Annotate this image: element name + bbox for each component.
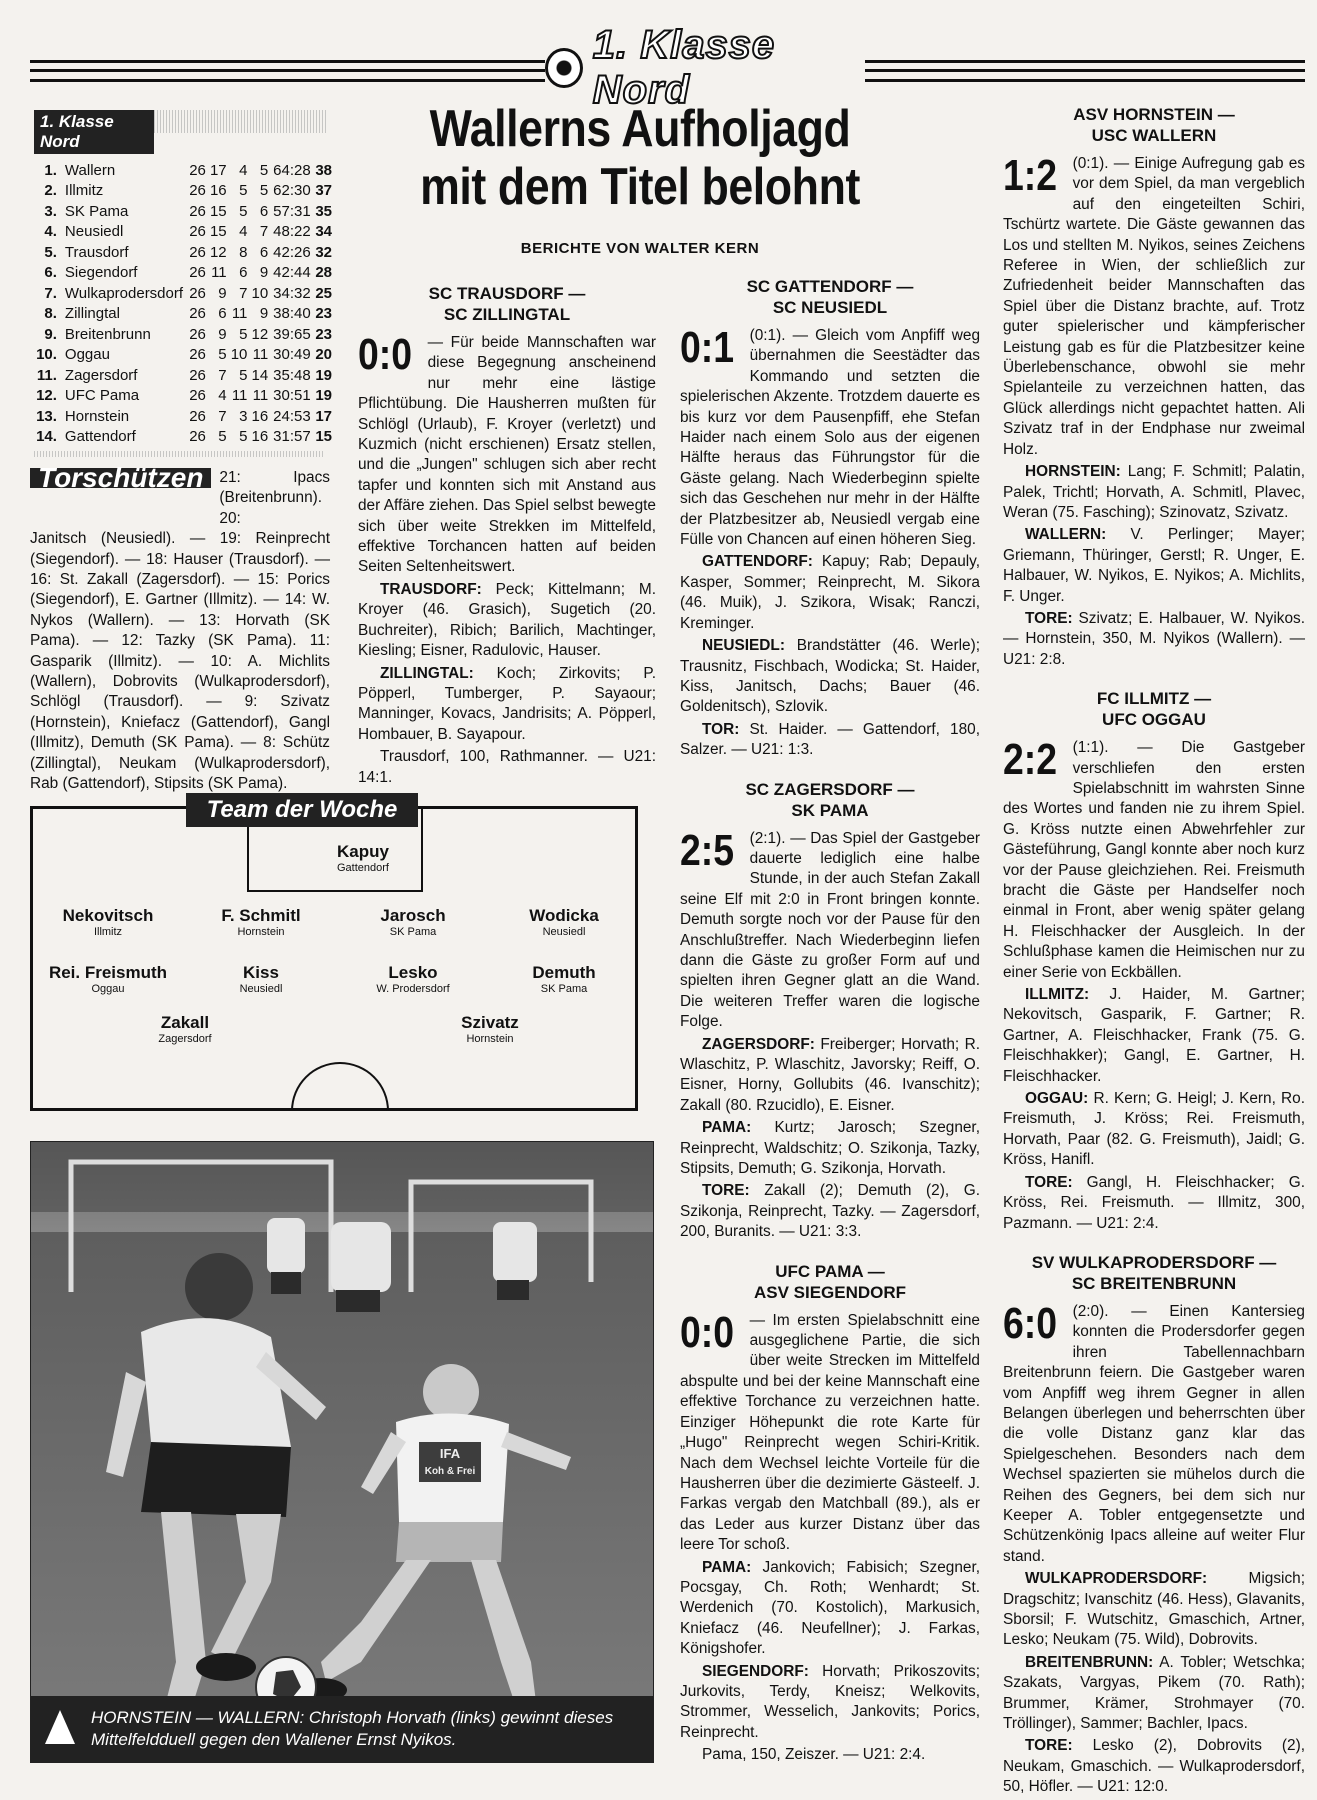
standings-row	[34, 222, 334, 243]
match-report	[358, 283, 656, 788]
standings-cell-d: 4	[239, 161, 248, 179]
section-title	[545, 23, 865, 112]
match-away-team: SC BREITENBRUNN	[1071, 1273, 1237, 1293]
lineup-players: R. Kern; G. Heigl; J. Kern, Ro. Freismuth, J. Kröss; Rei. Freismuth, Horvath, Paar (82. G. Freismuth), Jaidl; G. Kröss, Hanifl.	[1003, 1090, 1306, 1169]
standings-cell-pos: 14.	[36, 428, 57, 446]
match-lineup	[1003, 525, 1305, 607]
standings-cell-w: 15	[209, 202, 227, 220]
standings-cell-goals: 57:31	[273, 202, 311, 220]
player-club: Illmitz	[93, 926, 123, 938]
standings-cell-w: 5	[218, 346, 227, 364]
lineup-team: ZAGERSDORF:	[702, 1035, 815, 1053]
lineup-team: PAMA:	[702, 1119, 752, 1137]
lineup-team: ILLMITZ:	[1025, 986, 1090, 1004]
standings-cell-sp: 26	[189, 182, 206, 200]
standings-cell-sp: 26	[189, 387, 206, 405]
standings-cell-pos: 3.	[44, 202, 57, 220]
standings-row	[34, 406, 334, 427]
standings-cell-d: 3	[239, 407, 248, 425]
standings-cell-d: 11	[231, 305, 248, 323]
headline-line-2: mit dem Titel belohnt	[420, 158, 860, 216]
player-name: F. Schmitl	[221, 906, 301, 925]
standings-row	[34, 263, 334, 284]
standings-cell-team: Breitenbrunn	[64, 325, 151, 343]
standings-cell-pos: 6.	[44, 264, 57, 282]
lineup-players: Migsich; Dragschitz; Ivanschitz (46. Hess), Glavanits, Sborsil; F. Wutschitz, Gmaschich, Artner, Lesko; Neukam (75. Wild), Dobrovits.	[1003, 1570, 1305, 1649]
standings-cell-pos: 11.	[36, 366, 57, 384]
standings-cell-w: 4	[218, 387, 227, 405]
standings-cell-team: Hornstein	[64, 407, 130, 425]
match-lineup	[680, 1662, 980, 1744]
header-rule-right	[865, 60, 1305, 82]
standings-cell-pts: 28	[315, 264, 332, 282]
standings-table	[34, 160, 334, 447]
match-home-team: FC ILLMITZ —	[1096, 689, 1212, 709]
standings-cell-pts: 23	[315, 325, 332, 343]
standings-cell-team: Zagersdorf	[64, 366, 138, 384]
match-lineup	[358, 580, 656, 662]
lineup-players: Gangl, H. Fleischhacker; G. Kröss, Rei. Freismuth. — Illmitz, 300, Pazmann. — U21: 2:4.	[1003, 1173, 1305, 1232]
standings-cell-w: 15	[209, 223, 227, 241]
player-name: Wodicka	[529, 906, 599, 925]
team-of-week-player	[489, 963, 639, 996]
match-report-text: — Für beide Mannschaften war diese Begegnung anscheinend nur mehr eine lästige Pflichtübung. Die Hausherren mußten für Schlögl (Urlaub), F. Kroyer (verletzt) und Kuzmich (nicht erschienen) Ersatz stellen, und die „Jungen" schlugen sich aber recht tapfer und konnten sich mit Anstand aus der Affäre ziehen. Das Spiel selbst bewegte sich über weite Strekken im Mittelfeld, effektive Torchancen hatten auf beiden Seiten Seltenheitswert.	[358, 334, 656, 576]
standings-cell-goals: 38:40	[273, 305, 311, 323]
standings-cell-l: 9	[259, 264, 269, 282]
standings-cell-sp: 26	[189, 366, 206, 384]
standings-title: 1. Klasse Nord	[34, 110, 154, 154]
lineup-team: TOR:	[702, 720, 740, 738]
standings-cell-l: 16	[251, 428, 269, 446]
standings-cell-w: 7	[218, 407, 227, 425]
match-photo-image	[31, 1142, 654, 1763]
player-club: Gattendorf	[337, 862, 389, 874]
match-report	[680, 1261, 980, 1766]
lineup-team: WULKAPRODERSDORF:	[1025, 1570, 1208, 1588]
lineup-players: Peck; Kittelmann; M. Kroyer (46. Grasich), Sugetich (20. Buchreiter), Ribich; Barilich, Machtinger, Kiesling; Eisner, Radulovic, Hauser.	[358, 580, 656, 660]
standings-title-screen	[154, 110, 326, 133]
player-club: Hornstein	[237, 926, 285, 938]
match-halftime: (2:1).	[749, 829, 786, 847]
standings-row	[34, 365, 334, 386]
match-halftime: (0:1).	[1072, 155, 1109, 172]
football-icon	[545, 48, 583, 88]
standings-panel	[34, 110, 334, 457]
scorers-text-first: 21: Ipacs (Breitenbrunn). 20:	[219, 469, 330, 527]
match-score: 2:2	[1003, 735, 1058, 785]
standings-cell-pts: 32	[315, 243, 332, 261]
standings-cell-goals: 24:53	[273, 407, 311, 425]
standings-cell-sp: 26	[189, 407, 206, 425]
standings-row	[34, 242, 334, 263]
headline-block	[370, 100, 910, 216]
match-lineup	[680, 1558, 980, 1660]
standings-row	[34, 160, 334, 181]
standings-cell-l: 10	[251, 284, 269, 302]
team-of-week-player	[33, 906, 183, 939]
standings-cell-pos: 8.	[44, 305, 57, 323]
player-club: Zagersdorf	[158, 1033, 212, 1045]
standings-cell-pos: 9.	[44, 325, 57, 343]
lineup-players: A. Tobler; Wetschka; Szakats, Vargyas, Pikem (70. Rath); Brummer, Krämer, Strohmayer (70. Tröllinger), Sammer; Bachler, Ipacs.	[1003, 1653, 1305, 1733]
standings-cell-goals: 34:32	[273, 284, 311, 302]
standings-cell-goals: 30:49	[273, 346, 311, 364]
lineup-team: TORE:	[1025, 1737, 1073, 1755]
player-club: SK Pama	[389, 926, 437, 938]
standings-cell-goals: 64:28	[273, 161, 311, 179]
match-lineup	[680, 552, 980, 634]
photo-caption-text: Christoph Horvath (links) gewinnt dieses Mittelfeldduell gegen den Wallener Ernst Nyikos.	[91, 1708, 614, 1749]
match-score: 0:0	[358, 330, 413, 379]
standings-cell-l: 5	[259, 161, 269, 179]
standings-cell-goals: 42:26	[273, 243, 311, 261]
headline-line-1: Wallerns Aufholjagd	[429, 100, 851, 158]
lineup-team: TRAUSDORF:	[380, 580, 482, 598]
standings-cell-goals: 48:22	[273, 223, 311, 241]
match-away-team: UFC OGGAU	[1102, 710, 1206, 730]
lineup-team: ZILLINGTAL:	[380, 664, 474, 682]
lineup-team: TORE:	[1025, 1173, 1073, 1191]
standings-cell-pts: 15	[315, 428, 332, 446]
match-lineup	[680, 1035, 980, 1117]
match-lineup	[1003, 1173, 1305, 1234]
standings-cell-pts: 23	[315, 305, 332, 323]
standings-cell-w: 16	[209, 182, 227, 200]
scorers-title: Torschützen	[30, 468, 211, 488]
player-club: SK Pama	[540, 983, 588, 995]
scorers-box	[30, 462, 330, 795]
standings-cell-d: 4	[239, 223, 248, 241]
match-report	[1003, 1252, 1305, 1798]
match-lineup	[1003, 985, 1305, 1087]
standings-cell-goals: 42:44	[273, 264, 311, 282]
team-of-week-player	[338, 906, 488, 939]
column-3	[1003, 104, 1305, 1800]
standings-cell-w: 12	[209, 243, 227, 261]
standings-cell-d: 8	[239, 243, 248, 261]
match-lineup	[358, 664, 656, 746]
match-home-team: SC ZAGERSDORF —	[745, 779, 915, 799]
match-away-team: ASV SIEGENDORF	[753, 1282, 907, 1302]
player-name: Szivatz	[461, 1013, 519, 1032]
standings-cell-team: Oggau	[64, 346, 110, 364]
lineup-team: TORE:	[702, 1182, 750, 1200]
standings-cell-w: 9	[218, 325, 227, 343]
match-report	[1003, 688, 1305, 1234]
match-home-team: SV WULKAPRODERSDORF —	[1031, 1252, 1277, 1272]
standings-row	[34, 324, 334, 345]
standings-cell-d: 5	[239, 366, 248, 384]
match-home-team: SC TRAUSDORF —	[428, 284, 586, 303]
lineup-players: Brandstätter (46. Werle); Trausnitz, Fischbach, Wodicka; St. Haider, Kiss, Janitsch, Dachs; Bauer (46. Goldenitsch), Szlovik.	[680, 637, 980, 716]
standings-cell-l: 7	[259, 223, 269, 241]
standings-cell-d: 5	[239, 182, 248, 200]
match-score: 1:2	[1003, 151, 1058, 200]
standings-cell-l: 5	[259, 182, 269, 200]
standings-cell-w: 9	[218, 284, 227, 302]
column-1	[358, 283, 656, 790]
standings-cell-w: 11	[211, 264, 227, 282]
standings-cell-goals: 39:65	[273, 325, 311, 343]
lineup-players: Koch; Zirkovits; P. Pöpperl, Tumberger, P. Sayaour; Manninger, Kovacs, Jandrisits; A. Pöpperl, Hombauer, B. Sayapour.	[358, 664, 656, 743]
standings-cell-team: SK Pama	[64, 202, 129, 220]
match-score: 0:1	[680, 323, 735, 372]
match-lineup	[1003, 609, 1305, 670]
match-halftime: (0:1).	[749, 327, 786, 344]
match-home-team: UFC PAMA —	[775, 1261, 885, 1281]
standings-cell-l: 11	[252, 387, 269, 405]
column-2	[680, 276, 980, 1768]
match-report-text: — Im ersten Spielabschnitt eine ausgeglichene Partie, die sich über weite Strecken im Mittelfeld abspulte und bei der keine Mannschaft eine effektive Torchance zu verzeichnen hatte. Einziger Höhepunkt die rote Karte für „Hugo" Reinprecht wegen Schiri-Kritik. Nach dem Wechsel leichte Vorteile für die Hausherren über die dezimierte Gästeelf. J. Farkas vergab den Matchball (89.), als er das Leder aus kurzer Distanz über das leere Tor schoß.	[680, 1311, 980, 1554]
photo-caption-lead: HORNSTEIN — WALLERN:	[91, 1708, 305, 1727]
standings-cell-d: 10	[230, 346, 248, 364]
player-club: Neusiedl	[239, 983, 283, 995]
standings-cell-pos: 10.	[36, 346, 57, 364]
standings-cell-sp: 26	[189, 243, 206, 261]
standings-cell-pos: 1.	[44, 161, 57, 179]
standings-cell-l: 11	[252, 346, 269, 364]
lineup-team: OGGAU:	[1025, 1090, 1089, 1108]
shirt-sponsor-2: Koh & Frei	[424, 1466, 476, 1477]
standings-cell-goals: 30:51	[273, 387, 311, 405]
match-lineup	[1003, 1653, 1305, 1735]
pitch-center-arc	[291, 1062, 389, 1111]
standings-cell-pos: 13.	[36, 407, 57, 425]
lineup-players: Kurtz; Jarosch; Szegner, Reinprecht, Waldschitz; O. Szikonja, Tazky, Stipsits, Demuth; G. Szikonja, Horvath.	[680, 1119, 980, 1178]
standings-cell-w: 5	[218, 428, 227, 446]
match-lineup	[680, 720, 980, 761]
standings-cell-sp: 26	[189, 346, 206, 364]
caption-triangle-icon	[45, 1710, 75, 1744]
player-club: W. Prodersdorf	[376, 983, 450, 995]
standings-cell-w: 6	[218, 305, 227, 323]
team-of-week-player	[33, 963, 183, 996]
standings-cell-pts: 37	[315, 182, 332, 200]
standings-cell-team: Wulkaprodersdorf	[64, 284, 184, 302]
standings-cell-sp: 26	[189, 284, 206, 302]
lineup-players: Kapuy; Rab; Depauly, Kasper, Sommer; Reinprecht, M. Sikora (46. Muik), J. Szikora, Wisak; Ranczi, Kreminger.	[680, 553, 981, 632]
match-halftime: (2:0).	[1072, 1302, 1109, 1320]
standings-cell-pos: 5.	[44, 243, 57, 261]
standings-cell-pts: 19	[315, 366, 332, 384]
player-name: Rei. Freismuth	[48, 963, 168, 982]
team-of-week-title: Team der Woche	[186, 793, 418, 827]
scorers-text: Janitsch (Neusiedl). — 19: Reinprecht (Siegendorf). — 18: Hauser (Trausdorf). — 16: St. Zakall (Zagersdorf). — 15: Porics (Siegendorf), E. Gartner (Illmitz). — 14: W. Nykos (Wallern). — 13: Horvath (SK Pama). — 12: Tazky (SK Pama). 11: Gasparik (Illmitz). — 10: A. Michlits (Wallern), Dobrovits (Wulkaprodersdorf), Schlögl (Trausdorf). — 9: Szivatz (Hornstein), Kniefacz (Gattendorf), Gangl (Illmitz), Demuth (SK Pama). — 8: Schütz (Zillingtal), Neukam (Wulkaprodersdorf), Rab (Gattendorf), Stipsits (SK Pama).	[30, 530, 330, 793]
standings-cell-w: 7	[218, 366, 227, 384]
lineup-team: BREITENBRUNN:	[1025, 1653, 1154, 1671]
standings-cell-sp: 26	[189, 428, 206, 446]
standings-cell-pts: 38	[315, 161, 332, 179]
match-footer: Pama, 150, Zeiszer. — U21: 2:4.	[702, 1746, 926, 1764]
lineup-players: Lesko (2), Dobrovits (2), Neukam, Gmaschich. — Wulkaprodersdorf, 50, Höfler. — U21: 12:0.	[1003, 1737, 1306, 1796]
lineup-players: Freiberger; Horvath; R. Wlaschitz, P. Wlaschitz, Javorsky; Reiff, O. Eisner, Horny, Gollubits (46. Ivanschitz); Zakall (80. Rzucidlo), E. Eisner.	[680, 1035, 980, 1114]
match-away-team: SC ZILLINGTAL	[443, 305, 571, 324]
match-lineup	[680, 1118, 980, 1179]
match-lineup	[680, 1181, 980, 1242]
standings-row	[34, 283, 334, 304]
standings-cell-sp: 26	[189, 325, 206, 343]
match-report	[680, 276, 980, 761]
standings-cell-pts: 35	[315, 202, 332, 220]
match-away-team: USC WALLERN	[1091, 126, 1217, 145]
standings-row	[34, 345, 334, 366]
match-score: 2:5	[680, 825, 735, 875]
team-of-week-player	[288, 842, 438, 875]
standings-cell-pos: 12.	[36, 387, 57, 405]
lineup-players: Szivatz; E. Halbauer, W. Nyikos. — Hornstein, 350, M. Nyikos (Wallern). — U21: 2:8.	[1003, 609, 1305, 668]
match-score: 0:0	[680, 1307, 735, 1357]
match-lineup	[1003, 1089, 1305, 1171]
match-report	[1003, 104, 1305, 670]
standings-cell-l: 6	[259, 202, 269, 220]
match-report-text: — Einige Aufregung gab es vor dem Spiel, da man vergeblich auf den eingeteilten Schiri, Tschürtz wartete. Die Gäste gewannen das Los und stellten M. Nyikos, seines Zeichens Referee in Wien, der schließlich zur Zufriedenheit beider Mannschaften das Spiel über die Distanz brachte, auf. Trotz guter spielerischer und kämpferischer Leistung gab es für die Platzbesitzer keine Überlebenschance, obwohl sie mehr Spielanteile zu verzeichnen hatten, das Glück allerdings nicht gepachtet hatten. Ali Szivatz traf in der Endphase nur zweimal Holz.	[1003, 155, 1306, 458]
standings-cell-team: Illmitz	[64, 182, 104, 200]
match-report-text: — Einen Kantersieg konnten die Prodersdorfer gegen ihren Tabellennachbarn Breitenbrunn feiern. Die Gastgeber waren vom Anpfiff weg ihrem Gegner in allen Belangen überlegen und beherrschten über die volle Distanz ganz klar das Spielgeschehen. Besonders nach dem Wechsel spazierten sie mühelos durch die Reihen des Gegners, bei dem sich nur Keeper A. Tobler entgegensetzte und Schützenkönig Ipacs alleine auf weiter Flur stand.	[1003, 1302, 1305, 1565]
standings-cell-team: Gattendorf	[64, 428, 136, 446]
standings-cell-sp: 26	[189, 264, 206, 282]
standings-cell-d: 5	[239, 202, 248, 220]
standings-cell-pts: 25	[315, 284, 332, 302]
standings-cell-team: UFC Pama	[64, 387, 140, 405]
match-lineup	[1003, 1736, 1305, 1797]
header-rule-left	[30, 60, 545, 82]
standings-cell-pts: 20	[315, 346, 332, 364]
standings-row	[34, 181, 334, 202]
standings-cell-team: Wallern	[64, 161, 116, 179]
standings-cell-l: 16	[251, 407, 269, 425]
standings-row	[34, 386, 334, 407]
player-name: Kiss	[243, 963, 279, 982]
player-club: Oggau	[91, 983, 125, 995]
lineup-players: Jankovich; Fabisich; Szegner, Pocsgay, Ch. Roth; Wenhardt; St. Werdenich (70. Kostolich), Markusich, Kniefacz (46. Neufellner); J. Farkas, Königshofer.	[680, 1558, 980, 1658]
lineup-players: Horvath; Prikoszovits; Jurkovits, Terdy, Kneisz; Welkovits, Strommer, Wesselich, Jankovits; Porics, Reinprecht.	[680, 1662, 980, 1741]
standings-cell-team: Zillingtal	[64, 305, 120, 323]
match-report	[680, 779, 980, 1243]
standings-cell-sp: 26	[189, 223, 206, 241]
match-lineup	[1003, 1569, 1305, 1651]
standings-cell-d: 7	[239, 284, 248, 302]
standings-cell-team: Siegendorf	[64, 264, 138, 282]
lineup-team: NEUSIEDL:	[702, 637, 785, 655]
player-club: Hornstein	[466, 1033, 514, 1045]
match-photo	[30, 1141, 654, 1763]
standings-cell-pos: 2.	[44, 182, 57, 200]
lineup-players: J. Haider, M. Gartner; Nekovitsch, Gasparik, F. Gartner; R. Gartner, A. Fleischhacker, Frank (75. G. Fleischhakker); Gangl, E. Gartner, H. Fleischhacker.	[1003, 986, 1305, 1085]
standings-cell-pos: 7.	[44, 284, 57, 302]
lineup-team: HORNSTEIN:	[1025, 463, 1121, 481]
player-name: Kapuy	[337, 842, 389, 861]
lineup-players: Lang; F. Schmitl; Palatin, Palek, Trichtl; Horvath, A. Schmitl, Plavec, Weran (75. Fasching); Szinovatz, Szivatz.	[1003, 463, 1305, 521]
player-name: Demuth	[532, 963, 596, 982]
player-club: Neusiedl	[542, 926, 586, 938]
lineup-players: V. Perlinger; Mayer; Griemann, Thüringer, Gerstl; R. Unger, E. Halbauer, W. Nyikos, E. Nyikos; A. Michlits, F. Unger.	[1003, 526, 1305, 605]
standings-cell-d: 5	[239, 428, 248, 446]
standings-cell-pos: 4.	[44, 223, 57, 241]
standings-cell-l: 12	[251, 325, 269, 343]
standings-cell-sp: 26	[189, 305, 206, 323]
standings-cell-w: 17	[209, 161, 227, 179]
match-report-text: — Gleich vom Anpfiff weg übernahmen die Seestädter das Kommando und setzten die spielerischen Akzente. Trotzdem dauerte es bis kurz vor dem Pausenpfiff, ehe Stefan Haider nach einem Solo aus der eigenen Hälfte heraus das Führungstor für die Gäste gelang. Nach Wiederbeginn spielte sich das Geschehen nur mehr in der Hälfte der Platzbesitzer ab, Neusiedl vergab eine Fülle von Chancen auf einen höheren Sieg.	[680, 327, 981, 549]
lineup-players: St. Haider. — Gattendorf, 180, Salzer. — U21: 1:3.	[680, 720, 981, 759]
standings-cell-d: 6	[239, 264, 248, 282]
standings-cell-pts: 17	[315, 407, 332, 425]
standings-cell-goals: 31:57	[273, 428, 311, 446]
section-title-text: 1. Klasse Nord	[592, 23, 776, 112]
standings-cell-sp: 26	[189, 161, 206, 179]
standings-cell-d: 5	[239, 325, 248, 343]
match-halftime: (1:1).	[1072, 739, 1109, 757]
standings-row	[34, 201, 334, 222]
match-lineup	[1003, 462, 1305, 523]
lineup-team: TORE:	[1025, 609, 1073, 627]
lineup-team: GATTENDORF:	[702, 553, 813, 571]
team-of-week-player	[489, 906, 639, 939]
standings-cell-l: 14	[251, 366, 269, 384]
player-name: Zakall	[160, 1013, 210, 1032]
match-home-team: SC GATTENDORF —	[746, 277, 914, 296]
standings-cell-sp: 26	[189, 202, 206, 220]
lineup-team: WALLERN:	[1025, 526, 1107, 544]
standings-cell-team: Neusiedl	[64, 223, 124, 241]
standings-cell-l: 6	[259, 243, 269, 261]
team-of-week-player	[110, 1013, 260, 1046]
lineup-team: PAMA:	[702, 1558, 752, 1576]
match-lineup	[680, 636, 980, 718]
standings-cell-pts: 34	[315, 223, 332, 241]
player-name: Jarosch	[380, 906, 446, 925]
team-of-week-player	[415, 1013, 565, 1046]
match-footer: Trausdorf, 100, Rathmanner. — U21: 14:1.	[358, 748, 656, 786]
match-score: 6:0	[1003, 1298, 1058, 1348]
standings-cell-l: 9	[259, 305, 269, 323]
lineup-players: Zakall (2); Demuth (2), G. Szikonja, Reinprecht, Tazky. — Zagersdorf, 200, Buranits. — U21: 3:3.	[680, 1182, 980, 1241]
match-away-team: SC NEUSIEDL	[772, 298, 888, 317]
photo-caption	[31, 1696, 653, 1762]
lineup-team: SIEGENDORF:	[702, 1662, 809, 1680]
match-away-team: SK PAMA	[791, 800, 869, 820]
match-report-text: — Das Spiel der Gastgeber dauerte lediglich eine halbe Stunde, in der auch Stefan Zakall seine Elf mit 2:0 in Front bringen konnte. Demuth sorgte noch vor der Pause für den Anschlußtreffer. Nach Wiederbeginn liefen dann die Gäste zu großer Form auf und spielten ihren Gegner glatt an die Wand. Die weiteren Treffer waren die logische Folge.	[680, 829, 981, 1031]
player-name: Lesko	[388, 963, 438, 982]
standings-cell-team: Trausdorf	[64, 243, 129, 261]
standings-cell-d: 11	[231, 387, 248, 405]
standings-cell-pts: 19	[315, 387, 332, 405]
match-report-text: — Die Gastgeber verschliefen den ersten Spielabschnitt im wahrsten Sinne des Wortes und fanden nie zu ihrem Spiel. G. Kröss nutzte einen Abwehrfehler zur Gästeführung, Gangl konnte aber noch kurz vor der Pause gleichziehen. Rei. Freismuth bracht die Gäste per Handselfer noch einmal in Front, aber wenig später gelang H. Fleischhacker der Ausgleich. In der Schlußphase kamen die Heimischen nur zu einer Serie von Eckbällen.	[1003, 739, 1306, 981]
standings-bottom-screen	[34, 451, 324, 457]
standings-row	[34, 427, 334, 448]
standings-cell-goals: 62:30	[273, 182, 311, 200]
team-of-week-player	[338, 963, 488, 996]
standings-cell-goals: 35:48	[273, 366, 311, 384]
team-of-week-player	[186, 963, 336, 996]
standings-row	[34, 304, 334, 325]
player-name: Nekovitsch	[62, 906, 154, 925]
match-home-team: ASV HORNSTEIN —	[1073, 105, 1235, 124]
byline: BERICHTE VON WALTER KERN	[520, 240, 760, 257]
shirt-sponsor-1: IFA	[439, 1446, 461, 1461]
team-of-week-player	[186, 906, 336, 939]
